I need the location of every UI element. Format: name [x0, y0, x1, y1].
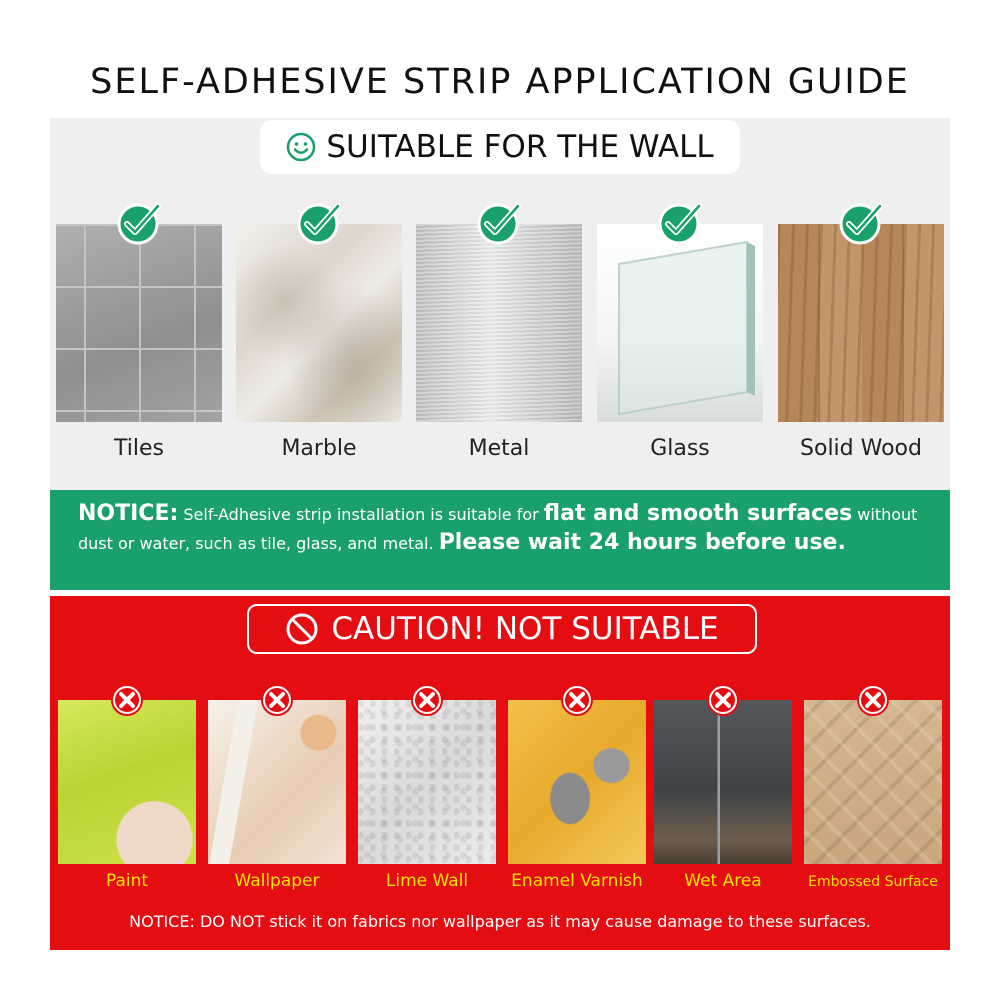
unsuitable-label: Lime Wall	[385, 871, 469, 891]
material-label: Metal	[468, 436, 530, 461]
unsuitable-wet-area	[654, 682, 792, 896]
tiles-image	[56, 224, 222, 422]
smiley-icon	[286, 132, 316, 162]
suitable-section	[50, 118, 950, 490]
x-mark-icon	[409, 682, 445, 718]
wet-area-image	[654, 700, 792, 864]
embossed-surface-image	[804, 700, 942, 864]
notice-emphasis: flat and smooth surfaces	[543, 501, 853, 526]
x-mark-icon	[259, 682, 295, 718]
unsuitable-label: Wallpaper	[234, 871, 320, 891]
x-mark-icon	[109, 682, 145, 718]
caution-title: CAUTION! NOT SUITABLE	[331, 611, 719, 647]
lime-wall-image	[358, 700, 496, 864]
enamel-varnish-image	[508, 700, 646, 864]
wallpaper-image	[208, 700, 346, 864]
x-mark-icon	[855, 682, 891, 718]
metal-image	[416, 224, 582, 422]
notice-text: without dust or water, such as tile, glass, and metal.	[78, 505, 918, 553]
material-tiles	[56, 198, 222, 461]
caution-header	[247, 604, 757, 654]
unsuitable-embossed-surface	[804, 682, 942, 896]
x-mark-icon	[559, 682, 595, 718]
notice-unsuitable: NOTICE: DO NOT stick it on fabrics nor wallpaper as it may cause damage to these surfaces.	[129, 912, 871, 931]
notice-emphasis: Please wait 24 hours before use.	[438, 530, 846, 555]
check-icon	[474, 198, 524, 248]
unsuitable-wallpaper	[208, 682, 346, 896]
material-metal	[416, 198, 582, 461]
unsuitable-label: Enamel Varnish	[511, 871, 643, 891]
suitable-title: SUITABLE FOR THE WALL	[326, 129, 714, 165]
check-icon	[836, 198, 886, 248]
caution-section	[50, 596, 950, 950]
notice-suitable	[50, 490, 950, 590]
notice-prefix: NOTICE:	[78, 501, 179, 526]
unsuitable-label: Embossed Surface	[808, 874, 938, 890]
check-icon	[114, 198, 164, 248]
material-label: Tiles	[114, 436, 164, 461]
glass-pane-graphic	[597, 224, 763, 422]
page-title: SELF-ADHESIVE STRIP APPLICATION GUIDE	[90, 62, 910, 102]
unsuitable-lime-wall	[358, 682, 496, 896]
check-icon	[655, 198, 705, 248]
glass-image	[597, 224, 763, 422]
unsuitable-paint	[58, 682, 196, 896]
material-label: Glass	[650, 436, 710, 461]
paint-image	[58, 700, 196, 864]
unsuitable-enamel-varnish	[508, 682, 646, 896]
wood-image	[778, 224, 944, 422]
unsuitable-label: Wet Area	[684, 871, 762, 891]
material-glass	[597, 198, 763, 461]
material-marble	[236, 198, 402, 461]
check-icon	[294, 198, 344, 248]
x-mark-icon	[705, 682, 741, 718]
notice-text: Self-Adhesive strip installation is suitable for	[183, 505, 539, 524]
material-solid-wood	[778, 198, 944, 461]
material-label: Marble	[281, 436, 357, 461]
material-label: Solid Wood	[800, 436, 922, 461]
unsuitable-label: Paint	[105, 871, 149, 891]
marble-image	[236, 224, 402, 422]
suitable-header	[260, 120, 740, 174]
no-entry-icon	[285, 612, 319, 646]
